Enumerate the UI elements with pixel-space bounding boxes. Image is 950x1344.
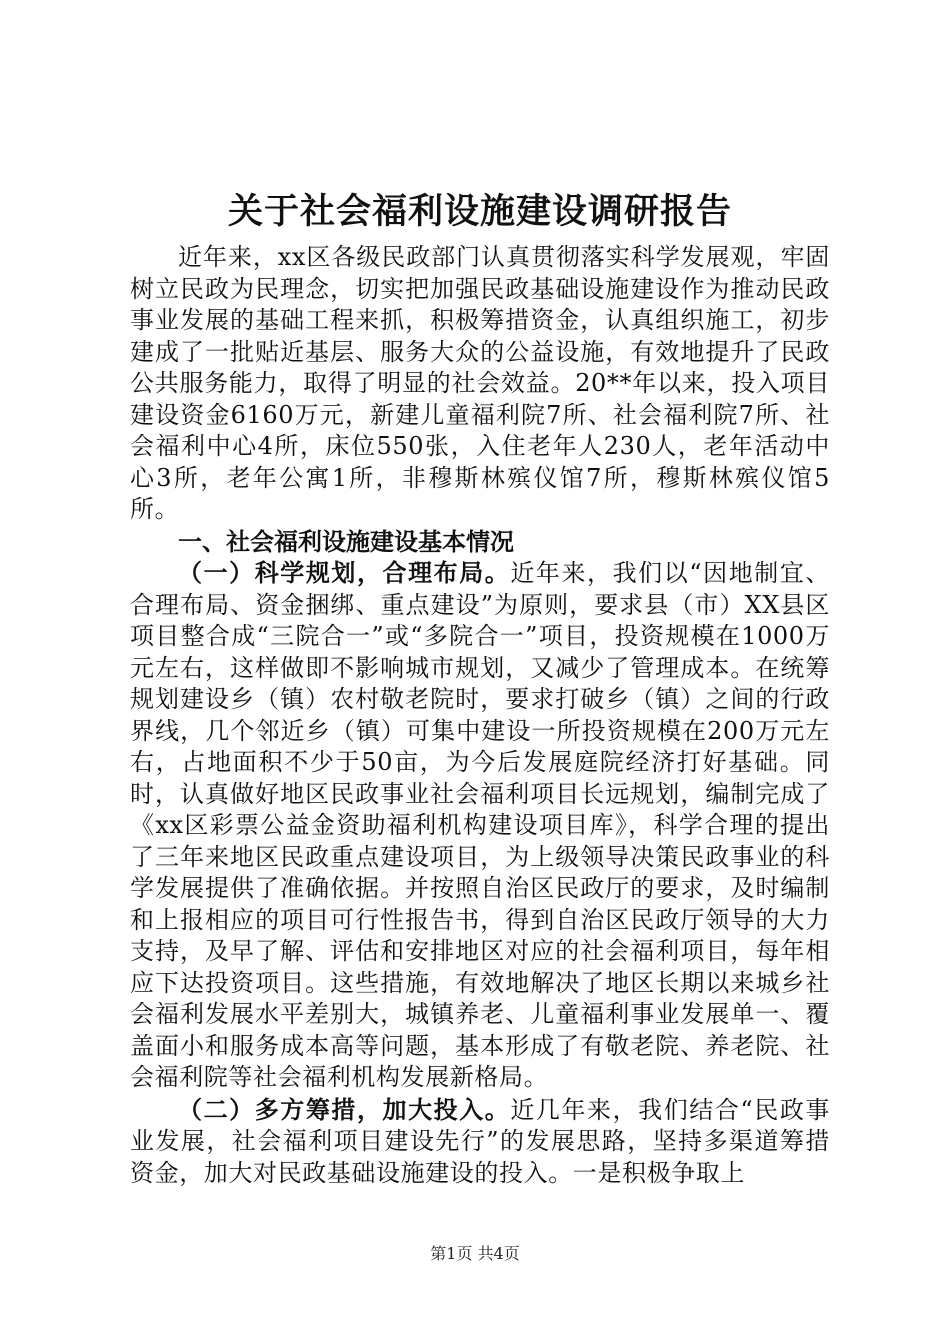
subsection-2-paragraph <box>130 1094 830 1190</box>
section-heading-1: 一、社会福利设施建设基本情况 <box>178 526 514 556</box>
document-page <box>130 188 830 1189</box>
subsection-1-lead: （一）科学规划，合理布局。 <box>178 558 511 587</box>
subsection-2-lead: （二）多方筹措，加大投入。 <box>178 1094 511 1124</box>
document-title: 关于社会福利设施建设调研报告 <box>227 191 732 232</box>
intro-paragraph: 近年来，xx区各级民政部门认真贯彻落实科学发展观，牢固树立民政为民理念，切实把加强民政基础设施建设作为推动民政事业发展的基础工程来抓，积极筹措资金，认真组织施工，初步建成了一批贴近基层、服务大众的公益设施，有效地提升了民政公共服务能力，取得了明显的社会效益。20**年以来，投入项目建设资金6160万元，新建儿童福利院7所、社会福利院7所、社会福利中心4所，床位550张，入住老年人230人，老年活动中心3所，老年公寓1所，非穆斯林殡仪馆7所，穆斯林殡仪馆5所。 <box>130 243 830 523</box>
subsection-1-paragraph <box>130 557 830 1094</box>
page-footer: 第1页 共4页 <box>430 1244 520 1263</box>
subsection-1-body: 近年来，我们以“因地制宜、合理布局、资金捆绑、重点建设”为原则，要求县（市）XX县区项目整合成“三院合一”或“多院合一”项目，投资规模在1000万元左右，这样做即不影响城市规划，又减少了管理成本。在统筹规划建设乡（镇）农村敬老院时，要求打破乡（镇）之间的行政界线，几个邻近乡（镇）可集中建设一所投资规模在200万元左右，占地面积不少于50亩，为今后发展庭院经济打好基础。同时，认真做好地区民政事业社会福利项目长远规划，编制完成了《xx区彩票公益金资助福利机构建设项目库》，科学合理的提出了三年来地区民政重点建设项目，为上级领导决策民政事业的科学发展提供了准确依据。并按照自治区民政厅的要求，及时编制和上报相应的项目可行性报告书，得到自治区民政厅领导的大力支持，及早了解、评估和安排地区对应的社会福利项目，每年相应下达投资项目。这些措施，有效地解决了地区长期以来城乡社会福利发展水平差别大，城镇养老、儿童福利事业发展单一、覆盖面小和服务成本高等问题，基本形成了有敬老院、养老院、社会福利院等社会福利机构发展新格局。 <box>130 559 830 1091</box>
subsection-2-body: 近几年来，我们结合“民政事业发展，社会福利项目建设先行”的发展思路，坚持多渠道筹措资金，加大对民政基础设施建设的投入。一是积极争取上 <box>130 1095 830 1187</box>
